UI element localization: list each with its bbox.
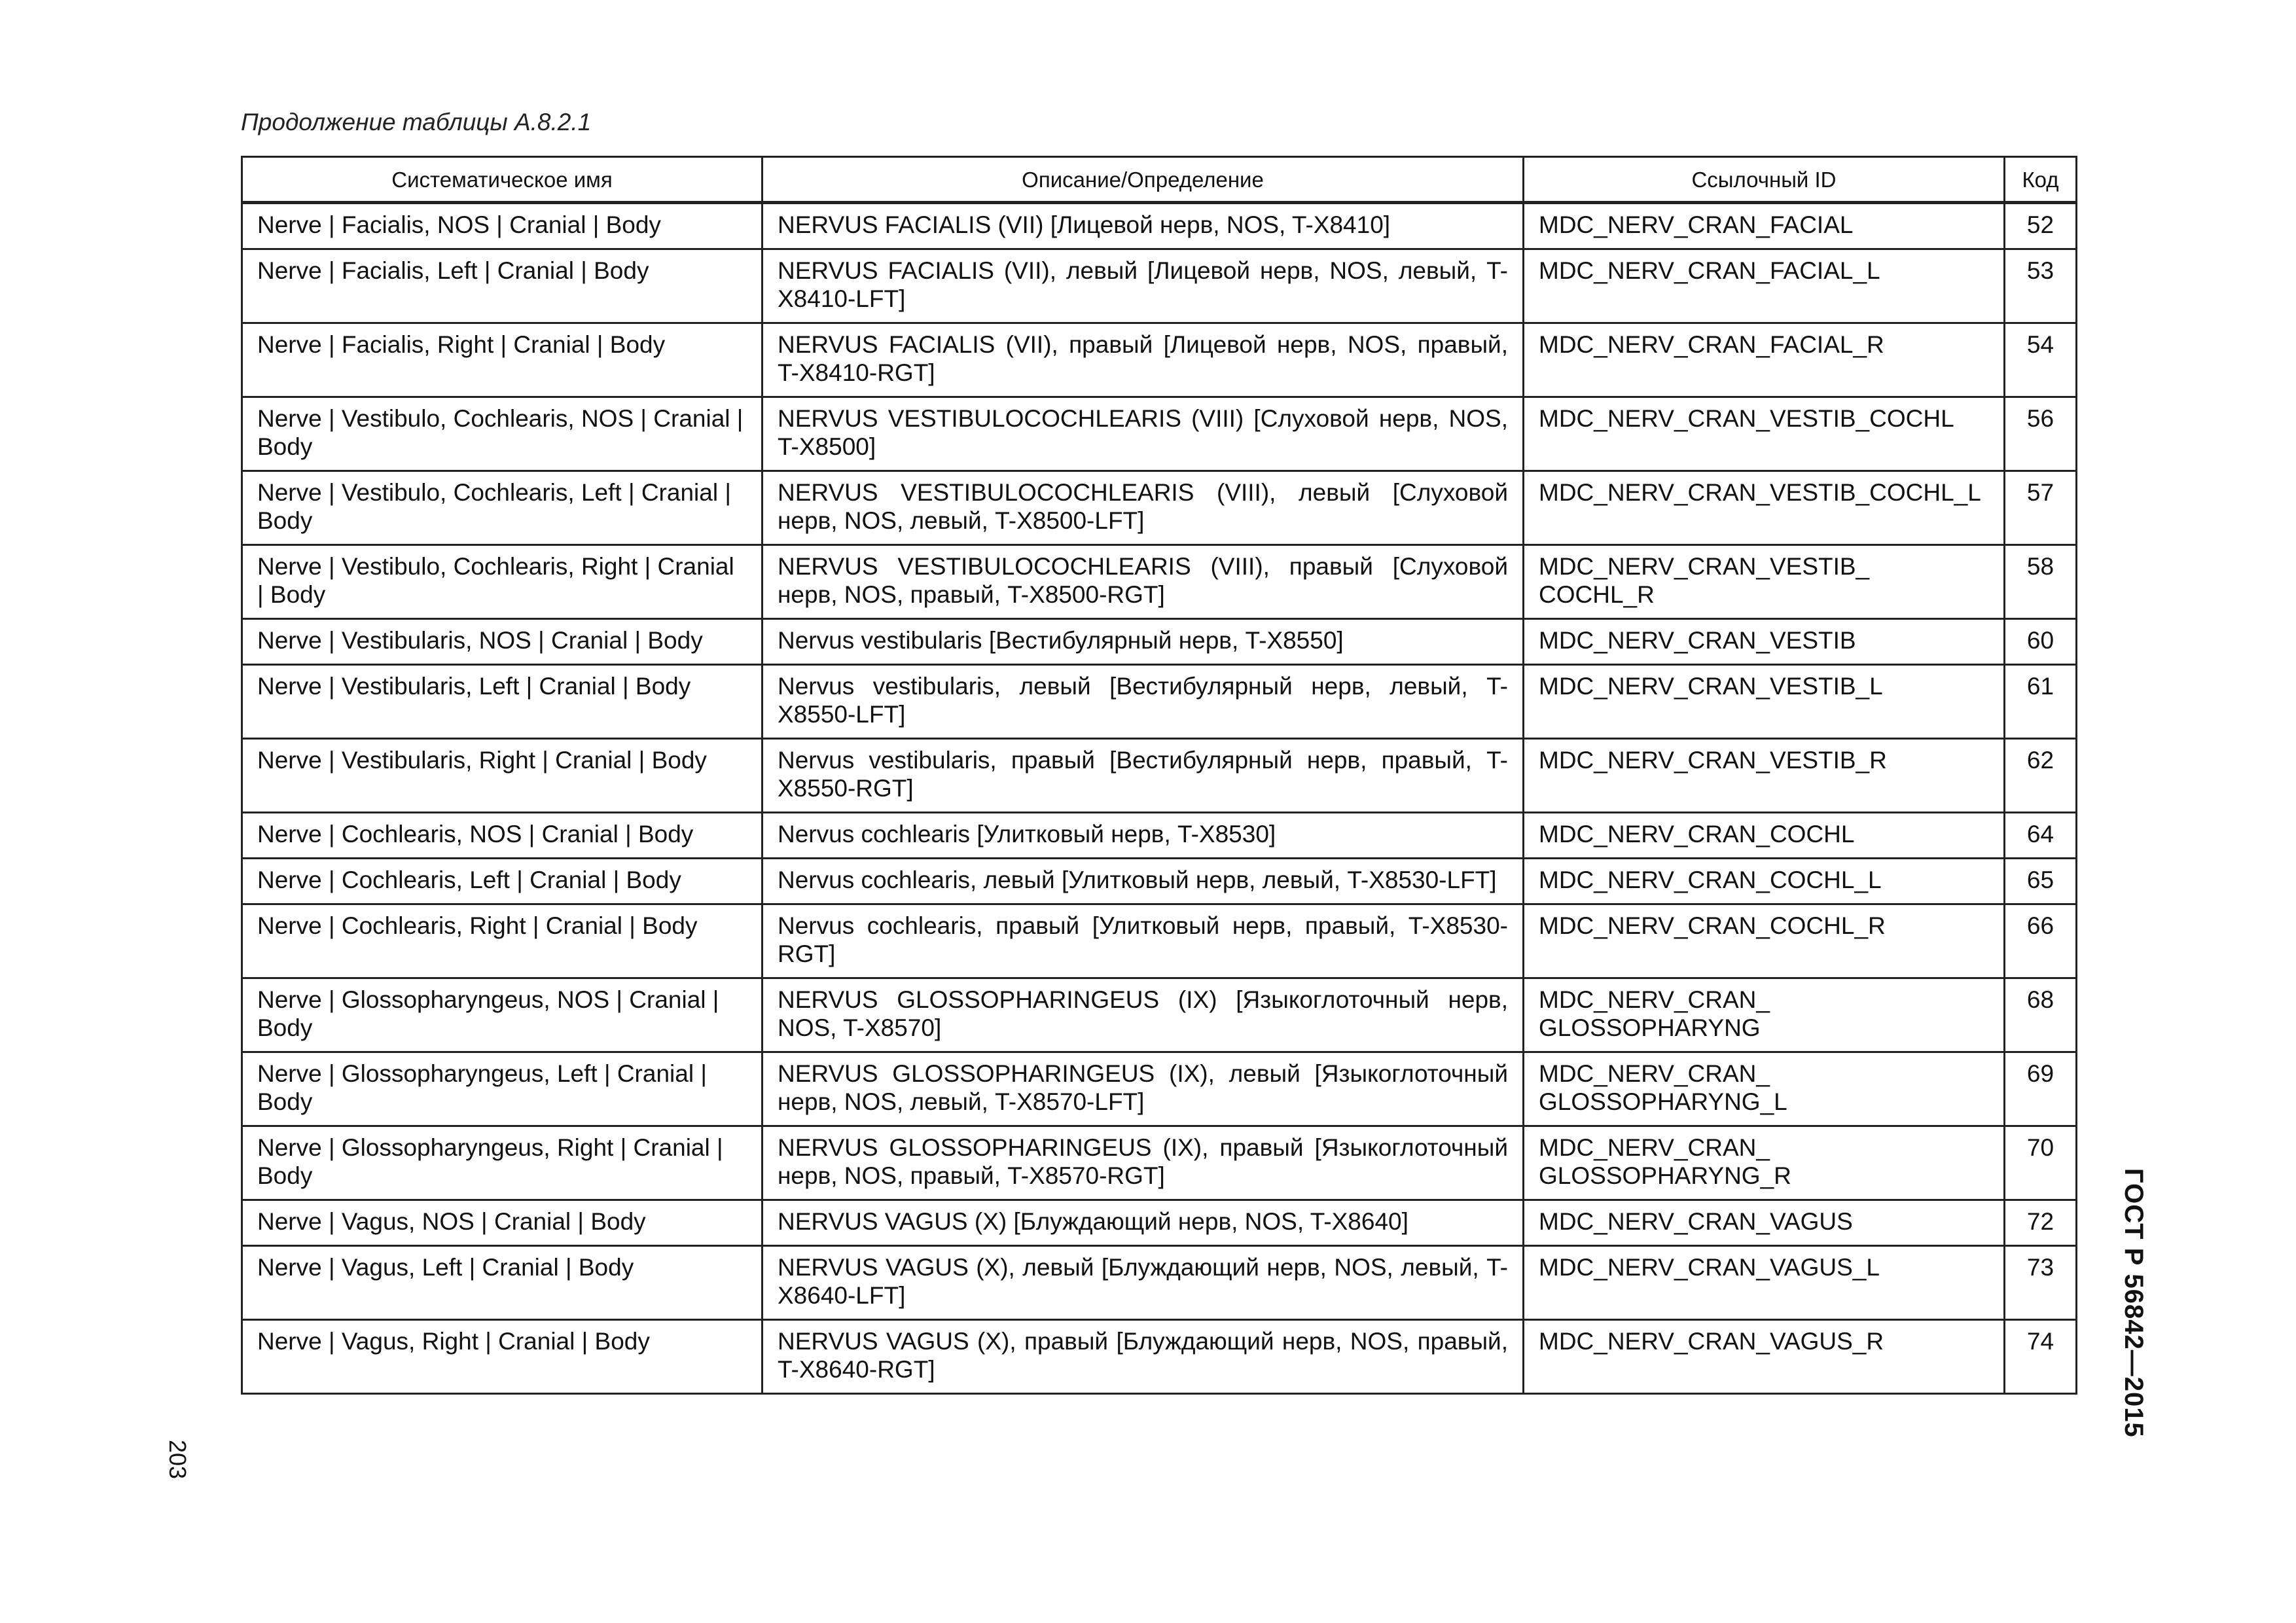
cell-systematic-name: Nerve | Vagus, Right | Cranial | Body [242, 1320, 762, 1394]
table-row [242, 665, 2077, 739]
cell-systematic-name: Nerve | Cochlearis, Left | Cranial | Body [242, 859, 762, 904]
page-number: 203 [164, 1440, 191, 1480]
cell-reference-id: MDC_NERV_CRAN_FACIAL [1524, 203, 2005, 249]
cell-reference-id: MDC_NERV_CRAN_VESTIB_COCHL [1524, 397, 2005, 471]
cell-systematic-name: Nerve | Vestibularis, Left | Cranial | Body [242, 665, 762, 739]
header-code: Код [2005, 157, 2077, 203]
cell-description: Nervus vestibularis [Вестибулярный нерв, T-X8550] [762, 619, 1524, 665]
cell-code: 56 [2005, 397, 2077, 471]
table-row [242, 1052, 2077, 1126]
cell-reference-id: MDC_NERV_CRAN_ GLOSSOPHARYNG_L [1524, 1052, 2005, 1126]
cell-systematic-name: Nerve | Vestibularis, Right | Cranial | Body [242, 739, 762, 813]
cell-systematic-name: Nerve | Vestibulo, Cochlearis, Left | Cranial | Body [242, 471, 762, 545]
cell-reference-id: MDC_NERV_CRAN_COCHL_L [1524, 859, 2005, 904]
cell-reference-id: MDC_NERV_CRAN_COCHL [1524, 813, 2005, 859]
table-row [242, 978, 2077, 1052]
cell-code: 54 [2005, 323, 2077, 397]
cell-reference-id: MDC_NERV_CRAN_COCHL_R [1524, 904, 2005, 978]
cell-code: 52 [2005, 203, 2077, 249]
cell-systematic-name: Nerve | Vagus, Left | Cranial | Body [242, 1246, 762, 1320]
cell-description: NERVUS VESTIBULOCOCHLEARIS (VIII), левый [Слуховой нерв, NOS, левый, T-X8500-LFT] [762, 471, 1524, 545]
cell-description: NERVUS FACIALIS (VII), правый [Лицевой нерв, NOS, правый, T-X8410-RGT] [762, 323, 1524, 397]
nerve-codes-table [241, 156, 2077, 1395]
cell-code: 74 [2005, 1320, 2077, 1394]
cell-reference-id: MDC_NERV_CRAN_VESTIB_COCHL_L [1524, 471, 2005, 545]
cell-reference-id: MDC_NERV_CRAN_VAGUS_L [1524, 1246, 2005, 1320]
table-row [242, 249, 2077, 323]
cell-code: 72 [2005, 1200, 2077, 1246]
cell-description: Nervus vestibularis, левый [Вестибулярный нерв, левый, T-X8550-LFT] [762, 665, 1524, 739]
cell-reference-id: MDC_NERV_CRAN_FACIAL_R [1524, 323, 2005, 397]
cell-systematic-name: Nerve | Facialis, NOS | Cranial | Body [242, 203, 762, 249]
cell-systematic-name: Nerve | Cochlearis, NOS | Cranial | Body [242, 813, 762, 859]
cell-code: 66 [2005, 904, 2077, 978]
cell-code: 58 [2005, 545, 2077, 619]
standard-designation: ГОСТ Р 56842—2015 [2119, 1168, 2148, 1438]
cell-code: 64 [2005, 813, 2077, 859]
table-row [242, 904, 2077, 978]
cell-reference-id: MDC_NERV_CRAN_ GLOSSOPHARYNG_R [1524, 1126, 2005, 1200]
cell-reference-id: MDC_NERV_CRAN_ GLOSSOPHARYNG [1524, 978, 2005, 1052]
cell-systematic-name: Nerve | Facialis, Right | Cranial | Body [242, 323, 762, 397]
cell-reference-id: MDC_NERV_CRAN_VESTIB_R [1524, 739, 2005, 813]
cell-description: NERVUS VAGUS (X), левый [Блуждающий нерв, NOS, левый, T-X8640-LFT] [762, 1246, 1524, 1320]
table-row [242, 739, 2077, 813]
header-systematic-name: Систематическое имя [242, 157, 762, 203]
cell-systematic-name: Nerve | Vestibulo, Cochlearis, Right | Cranial | Body [242, 545, 762, 619]
table-header-row [242, 157, 2077, 203]
cell-code: 60 [2005, 619, 2077, 665]
cell-description: NERVUS GLOSSOPHARINGEUS (IX) [Языкоглоточный нерв, NOS, T-X8570] [762, 978, 1524, 1052]
cell-code: 69 [2005, 1052, 2077, 1126]
cell-reference-id: MDC_NERV_CRAN_VAGUS_R [1524, 1320, 2005, 1394]
table-row [242, 813, 2077, 859]
table-row [242, 545, 2077, 619]
cell-code: 65 [2005, 859, 2077, 904]
cell-description: NERVUS FACIALIS (VII), левый [Лицевой нерв, NOS, левый, T-X8410-LFT] [762, 249, 1524, 323]
cell-description: NERVUS VESTIBULOCOCHLEARIS (VIII), правый [Слуховой нерв, NOS, правый, T-X8500-RGT] [762, 545, 1524, 619]
cell-systematic-name: Nerve | Facialis, Left | Cranial | Body [242, 249, 762, 323]
cell-description: Nervus cochlearis, левый [Улитковый нерв, левый, T-X8530-LFT] [762, 859, 1524, 904]
header-reference-id: Ссылочный ID [1524, 157, 2005, 203]
cell-description: NERVUS VAGUS (X), правый [Блуждающий нерв, NOS, правый, T-X8640-RGT] [762, 1320, 1524, 1394]
table-row [242, 1246, 2077, 1320]
cell-code: 62 [2005, 739, 2077, 813]
cell-systematic-name: Nerve | Vestibularis, NOS | Cranial | Body [242, 619, 762, 665]
cell-systematic-name: Nerve | Glossopharyngeus, Right | Cranial | Body [242, 1126, 762, 1200]
table-row [242, 1126, 2077, 1200]
table-row [242, 1320, 2077, 1394]
cell-reference-id: MDC_NERV_CRAN_VAGUS [1524, 1200, 2005, 1246]
cell-reference-id: MDC_NERV_CRAN_VESTIB_L [1524, 665, 2005, 739]
cell-description: NERVUS VESTIBULOCOCHLEARIS (VIII) [Слуховой нерв, NOS, T-X8500] [762, 397, 1524, 471]
table-row [242, 619, 2077, 665]
cell-code: 61 [2005, 665, 2077, 739]
cell-code: 70 [2005, 1126, 2077, 1200]
cell-description: NERVUS GLOSSOPHARINGEUS (IX), левый [Языкоглоточный нерв, NOS, левый, T-X8570-LFT] [762, 1052, 1524, 1126]
cell-reference-id: MDC_NERV_CRAN_FACIAL_L [1524, 249, 2005, 323]
cell-description: NERVUS GLOSSOPHARINGEUS (IX), правый [Языкоглоточный нерв, NOS, правый, T-X8570-RGT] [762, 1126, 1524, 1200]
table-caption: Продолжение таблицы A.8.2.1 [241, 109, 592, 135]
table-row [242, 859, 2077, 904]
cell-systematic-name: Nerve | Cochlearis, Right | Cranial | Body [242, 904, 762, 978]
cell-description: Nervus cochlearis [Улитковый нерв, T-X8530] [762, 813, 1524, 859]
cell-description: Nervus vestibularis, правый [Вестибулярный нерв, правый, T-X8550-RGT] [762, 739, 1524, 813]
cell-systematic-name: Nerve | Vagus, NOS | Cranial | Body [242, 1200, 762, 1246]
table-row [242, 323, 2077, 397]
cell-description: NERVUS VAGUS (X) [Блуждающий нерв, NOS, T-X8640] [762, 1200, 1524, 1246]
header-description: Описание/Определение [762, 157, 1524, 203]
cell-code: 57 [2005, 471, 2077, 545]
cell-code: 53 [2005, 249, 2077, 323]
table-row [242, 471, 2077, 545]
cell-reference-id: MDC_NERV_CRAN_VESTIB_ COCHL_R [1524, 545, 2005, 619]
table-row [242, 397, 2077, 471]
table-row [242, 1200, 2077, 1246]
cell-systematic-name: Nerve | Glossopharyngeus, NOS | Cranial | Body [242, 978, 762, 1052]
cell-systematic-name: Nerve | Vestibulo, Cochlearis, NOS | Cranial | Body [242, 397, 762, 471]
cell-code: 68 [2005, 978, 2077, 1052]
cell-description: NERVUS FACIALIS (VII) [Лицевой нерв, NOS, T-X8410] [762, 203, 1524, 249]
cell-reference-id: MDC_NERV_CRAN_VESTIB [1524, 619, 2005, 665]
cell-description: Nervus cochlearis, правый [Улитковый нерв, правый, T-X8530-RGT] [762, 904, 1524, 978]
table-row [242, 203, 2077, 249]
cell-systematic-name: Nerve | Glossopharyngeus, Left | Cranial | Body [242, 1052, 762, 1126]
cell-code: 73 [2005, 1246, 2077, 1320]
